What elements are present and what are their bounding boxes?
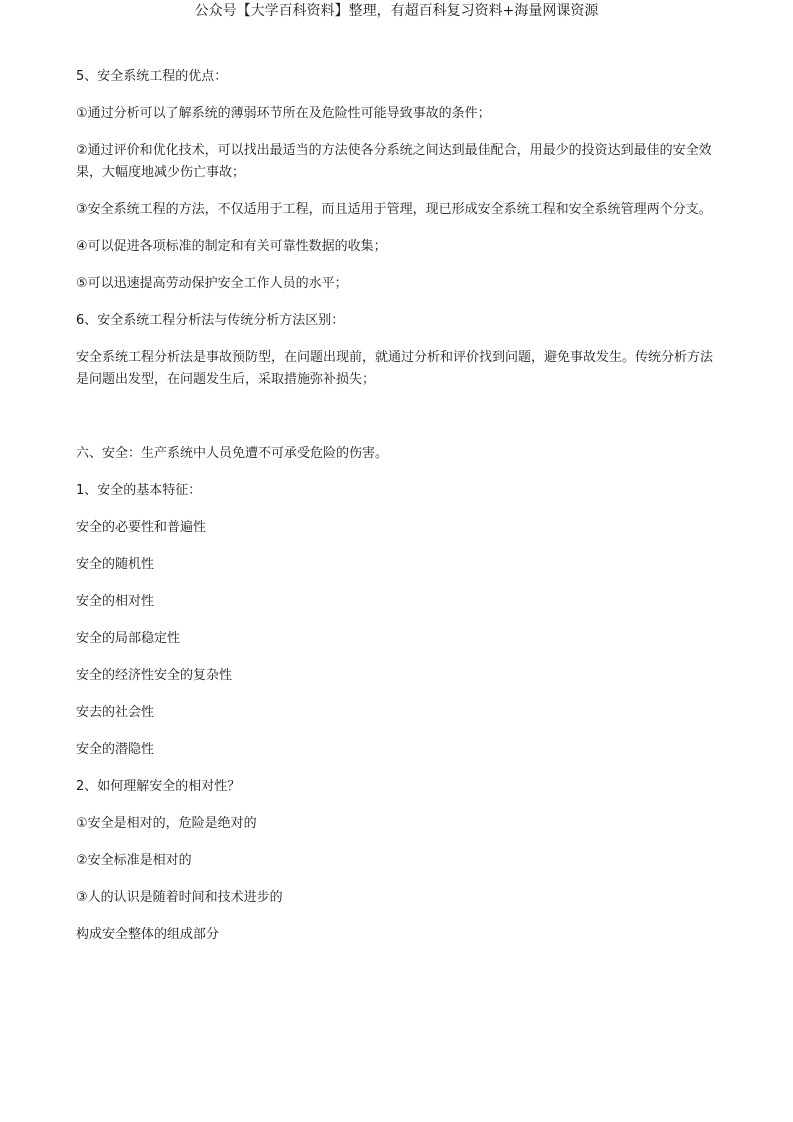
- list-item: ①安全是相对的，危险是绝对的: [76, 816, 257, 831]
- heading-relativity: 2、如何理解安全的相对性？: [76, 779, 241, 794]
- list-item: ①通过分析可以了解系统的薄弱环节所在及危险性可能导致事故的条件；: [76, 106, 491, 121]
- list-item: 安全的局部稳定性: [76, 631, 181, 646]
- list-item: 安全的相对性: [76, 594, 155, 609]
- document-body: [76, 66, 716, 961]
- list-item: ③安全系统工程的方法，不仅适用于工程，而且适用于管理，现已形成安全系统工程和安全系统管理两个分支。: [76, 202, 712, 217]
- heading-basic-features: 1、安全的基本特征：: [76, 483, 202, 498]
- list-item: ③人的认识是随着时间和技术进步的: [76, 890, 283, 905]
- list-item: 构成安全整体的组成部分: [76, 927, 220, 942]
- list-item: 安全的随机性: [76, 557, 155, 572]
- page-header: 公众号【大学百科资料】整理，有超百科复习资料+海量网课资源: [194, 3, 599, 19]
- list-item: 安去的社会性: [76, 705, 155, 720]
- list-item: ②安全标准是相对的: [76, 853, 192, 868]
- list-item: 安全的必要性和普遍性: [76, 520, 207, 535]
- heading-difference: 6、安全系统工程分析法与传统分析方法区别：: [76, 313, 345, 328]
- list-item: ②通过评价和优化技术，可以找出最适当的方法使各分系统之间达到最佳配合，用最少的投资达到最佳的安全效果，大幅度地减少伤亡事故；: [76, 143, 712, 180]
- list-item: ④可以促进各项标准的制定和有关可靠性数据的收集；: [76, 239, 387, 254]
- list-item: 安全的经济性安全的复杂性: [76, 668, 233, 683]
- heading-advantages: 5、安全系统工程的优点：: [76, 69, 228, 84]
- paragraph-difference: 安全系统工程分析法是事故预防型，在问题出现前，就通过分析和评价找到问题，避免事故发生。传统分析方法是问题出发型，在问题发生后，采取措施弥补损失；: [76, 350, 714, 387]
- list-item: ⑤可以迅速提高劳动保护安全工作人员的水平；: [76, 276, 348, 291]
- list-item: 安全的潜隐性: [76, 742, 155, 757]
- section-heading-safety: 六、安全：生产系统中人员免遭不可承受危险的伤害。: [76, 446, 389, 461]
